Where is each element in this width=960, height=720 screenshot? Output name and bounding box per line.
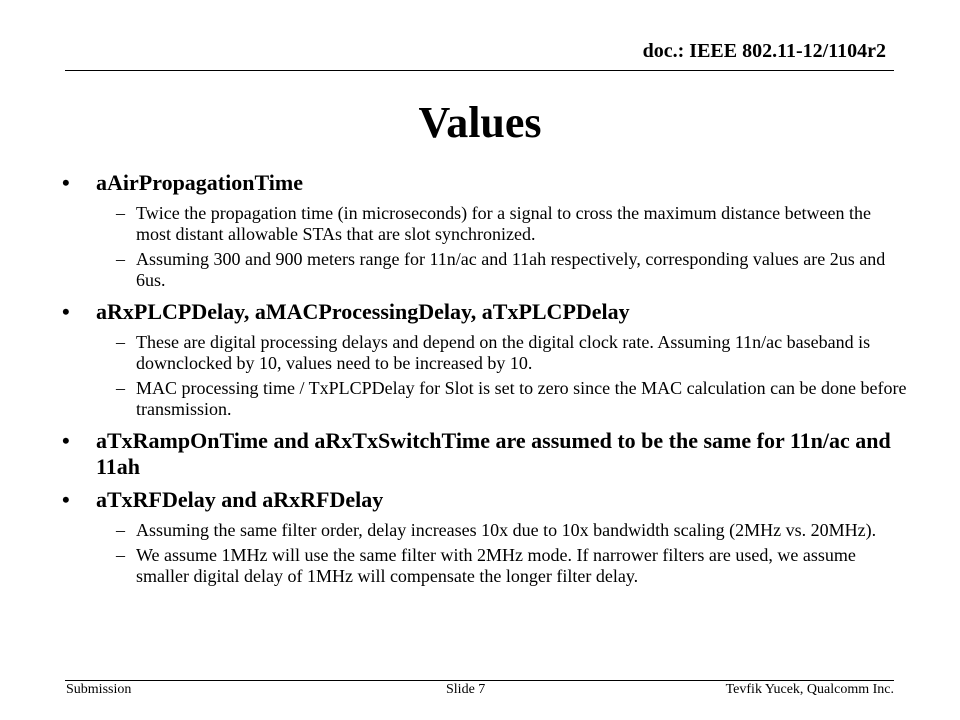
bullet-marker: • (62, 428, 70, 453)
sub-text: These are digital processing delays and depend on the digital clock rate. Assuming 11n/ac baseband is downclocked by 10, values need to be increased by 10. (136, 332, 871, 373)
sub-text: Assuming the same filter order, delay increases 10x due to 10x bandwidth scaling (2MHz vs. 20MHz). (136, 520, 877, 540)
sub-text: Assuming 300 and 900 meters range for 11n/ac and 11ah respectively, corresponding values are 2us and 6us. (136, 249, 886, 290)
bullet-text: aTxRFDelay and aRxRFDelay (96, 487, 384, 512)
bullet-text: aRxPLCPDelay, aMACProcessingDelay, aTxPLCPDelay (96, 299, 630, 324)
bullet-item (62, 299, 907, 325)
sub-text: We assume 1MHz will use the same filter with 2MHz mode. If narrower filters are used, we assume smaller digital delay of 1MHz will compensate the longer filter delay. (136, 545, 856, 586)
bullet-marker: • (62, 487, 70, 512)
sub-list (62, 203, 907, 291)
document-id: doc.: IEEE 802.11-12/1104r2 (642, 40, 886, 62)
sub-item (62, 520, 907, 541)
dash-marker: – (116, 545, 125, 565)
footer-slide-number: Slide 7 (446, 682, 486, 697)
sub-text: Twice the propagation time (in microseconds) for a signal to cross the maximum distance between the most distant allowable STAs that are slot synchronized. (136, 203, 872, 244)
sub-item (62, 378, 907, 420)
sub-item (62, 332, 907, 374)
dash-marker: – (116, 378, 125, 398)
bullet-text: aTxRampOnTime and aRxTxSwitchTime are assumed to be the same for 11n/ac and 11ah (96, 428, 891, 479)
bullet-marker: • (62, 170, 70, 195)
bullet-item (62, 428, 907, 480)
bullet-item (62, 170, 907, 196)
dash-marker: – (116, 203, 125, 223)
sub-item (62, 545, 907, 587)
footer-author: Tevfik Yucek, Qualcomm Inc. (725, 682, 894, 697)
bullet-marker: • (62, 299, 70, 324)
dash-marker: – (116, 332, 125, 352)
slide-content (62, 170, 907, 595)
dash-marker: – (116, 249, 125, 269)
sub-item (62, 249, 907, 291)
bullet-text: aAirPropagationTime (96, 170, 303, 195)
sub-text: MAC processing time / TxPLCPDelay for Slot is set to zero since the MAC calculation can be done before transmission. (136, 378, 907, 419)
bullet-item (62, 487, 907, 513)
footer-submission: Submission (66, 682, 132, 697)
sub-list (62, 520, 907, 587)
sub-item (62, 203, 907, 245)
dash-marker: – (116, 520, 125, 540)
slide-title: Values (418, 98, 542, 147)
header-divider (65, 70, 894, 71)
sub-list (62, 332, 907, 420)
